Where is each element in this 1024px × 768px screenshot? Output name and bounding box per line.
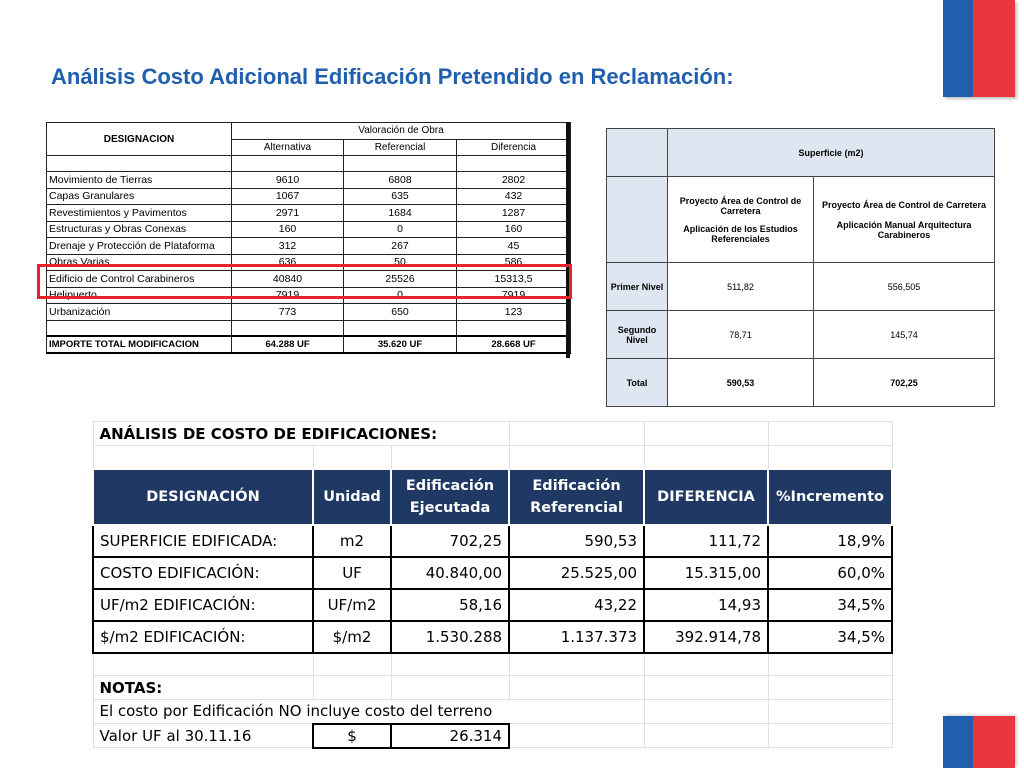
flag-decoration-top	[943, 0, 1015, 97]
header-incremento: %Incremento	[768, 469, 892, 525]
col-alternativa: Alternativa	[232, 139, 344, 156]
table-row: Capas Granulares 1067 635 432	[47, 188, 571, 205]
header-unidad: Unidad	[313, 469, 391, 525]
header-ejecutada: Edificación Ejecutada	[391, 469, 509, 525]
table-row-highlighted: Edificio de Control Carabineros 40840 25526 15313,5	[47, 271, 571, 288]
table-header-row	[93, 469, 892, 525]
notas-label: NOTAS:	[93, 676, 313, 700]
table-row: UF/m2 EDIFICACIÓN: UF/m2 58,16 43,22 14,93 34,5%	[93, 589, 892, 621]
header-referencial: Edificación Referencial	[509, 469, 644, 525]
col-referencial: Referencial	[344, 139, 457, 156]
table-row: COSTO EDIFICACIÓN: UF 40.840,00 25.525,00 15.315,00 60,0%	[93, 557, 892, 589]
slide-title: Análisis Costo Adicional Edificación Pretendido en Reclamación:	[51, 64, 734, 89]
nota-terreno: El costo por Edificación NO incluye costo del terreno	[93, 700, 644, 724]
uf-symbol: $	[313, 724, 391, 748]
table-border-bar	[566, 122, 570, 358]
superficie-table	[606, 128, 994, 407]
col-estudios-referenciales: Proyecto Área de Control de Carretera Aplicación de los Estudios Referenciales	[668, 177, 814, 263]
valoracion-header: Valoración de Obra	[232, 123, 571, 140]
flag-decoration-bottom	[943, 716, 1015, 768]
analisis-costo-table	[92, 421, 891, 749]
superficie-header: Superficie (m2)	[668, 129, 995, 177]
table-row: $/m2 EDIFICACIÓN: $/m2 1.530.288 1.137.373 392.914,78 34,5%	[93, 621, 892, 653]
header-designacion: DESIGNACIÓN	[93, 469, 313, 525]
table-row: Movimiento de Tierras 9610 6808 2802	[47, 172, 571, 189]
uf-label: Valor UF al 30.11.16	[93, 724, 313, 748]
total-row: IMPORTE TOTAL MODIFICACION 64.288 UF 35.620 UF 28.668 UF	[47, 336, 571, 353]
table-row: Segundo Nivel 78,71 145,74	[607, 311, 995, 359]
table-title: ANÁLISIS DE COSTO DE EDIFICACIONES:	[93, 422, 509, 446]
table-row: Urbanización 773 650 123	[47, 304, 571, 321]
table-row: Estructuras y Obras Conexas 160 0 160	[47, 221, 571, 238]
table-row: Obras Varias 636 50 586	[47, 254, 571, 271]
col-manual-carabineros: Proyecto Área de Control de Carretera Aplicación Manual Arquitectura Carabineros	[814, 177, 995, 263]
table-row: Drenaje y Protección de Plataforma 312 267 45	[47, 238, 571, 255]
valoracion-obra-table	[46, 122, 570, 354]
table-row: Revestimientos y Pavimentos 2971 1684 1287	[47, 205, 571, 222]
table-row: SUPERFICIE EDIFICADA: m2 702,25 590,53 111,72 18,9%	[93, 525, 892, 557]
uf-value: 26.314	[391, 724, 509, 748]
table-row: Helipuerto 7919 0 7919	[47, 287, 571, 304]
col-diferencia: Diferencia	[457, 139, 571, 156]
designacion-header: DESIGNACION	[47, 123, 232, 156]
table-row: Primer Nivel 511,82 556,505	[607, 263, 995, 311]
table-row: Total 590,53 702,25	[607, 359, 995, 407]
header-diferencia: DIFERENCIA	[644, 469, 768, 525]
highlight-box	[37, 264, 572, 299]
